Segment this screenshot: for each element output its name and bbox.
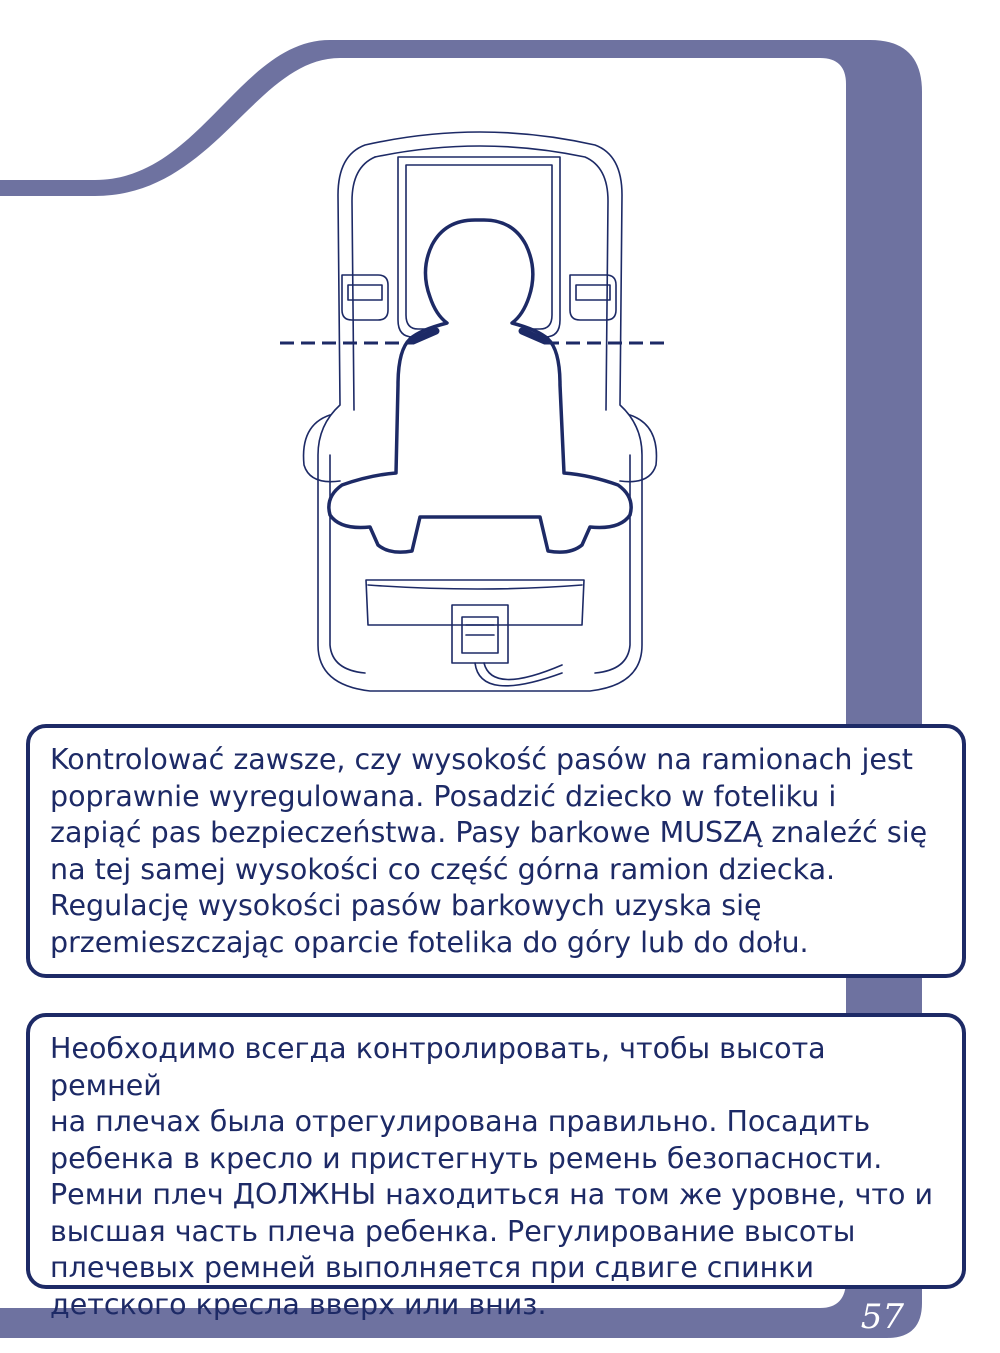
- instruction-box-polish: Kontrolować zawsze, czy wysokość pasów na ramionach jest poprawnie wyregulowana. Posadzić dziecko w foteliku i zapiąć pas bezpieczeństwa. Pasy barkowe MUSZĄ znaleźć się na tej samej wysokości co część górna ramion dziecka. Regulację wysokości pasów barkowych uzyska się przemieszczając oparcie fotelika do góry lub do dołu.: [26, 724, 966, 978]
- page-number: 57: [860, 1297, 904, 1337]
- child-silhouette: [329, 220, 631, 552]
- car-seat-illustration: [270, 125, 690, 705]
- buckle: [452, 605, 508, 663]
- instruction-box-russian: Необходимо всегда контролировать, чтобы высота ремней на плечах была отрегулирована правильно. Посадить ребенка в кресло и пристегнуть ремень безопасности. Ремни плеч ДОЛЖНЫ находиться на том же уровне, что и высшая часть плеча ребенка. Регулирование высоты плечевых ремней выполняется при сдвиге спинки детского кресла вверх или вниз.: [26, 1013, 966, 1289]
- crotch-strap: [475, 663, 562, 686]
- left-strap-guide: [342, 275, 388, 320]
- right-strap-guide: [570, 275, 616, 320]
